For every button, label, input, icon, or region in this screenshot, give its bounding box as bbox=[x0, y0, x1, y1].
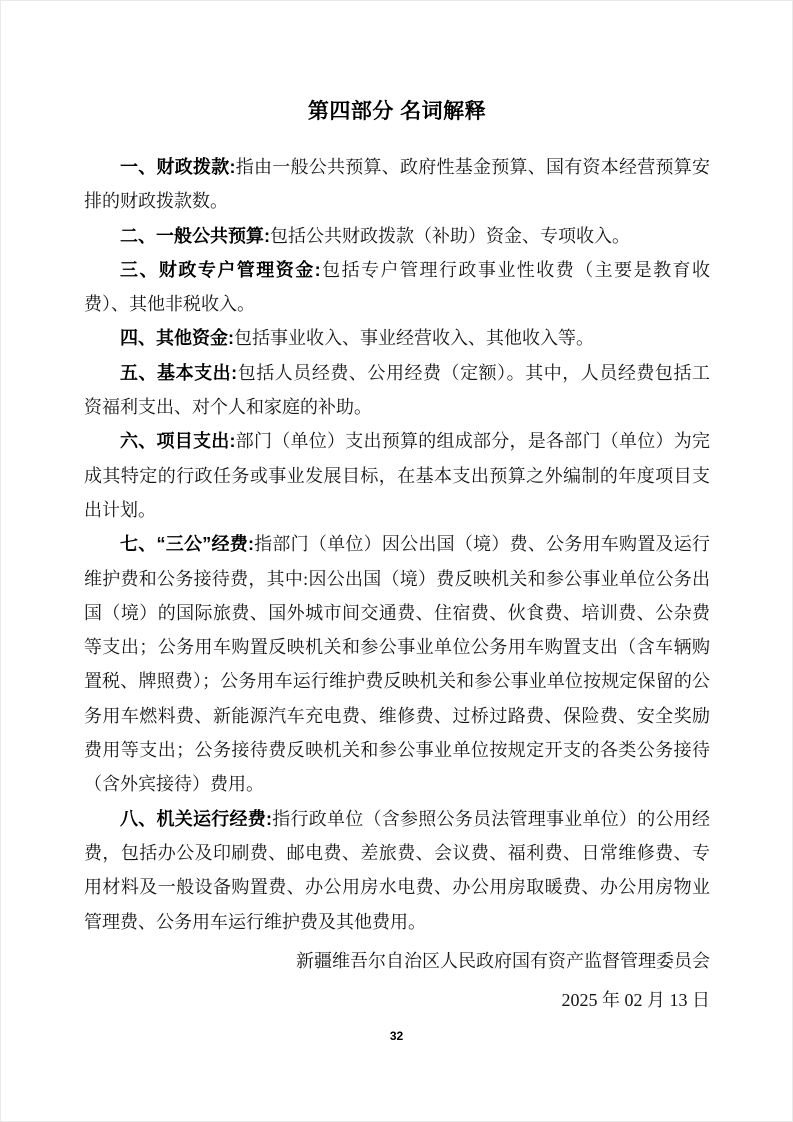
glossary-content bbox=[84, 150, 710, 939]
definition-term: 七、“三公”经费: bbox=[120, 534, 254, 555]
definition-text: 指由一般公共预算、政府性基金预算、国有资本经营预算安排的财政拨款数。 bbox=[84, 157, 710, 212]
definition-item-6 bbox=[84, 424, 710, 527]
page-title: 第四部分 名词解释 bbox=[307, 100, 487, 123]
definition-term: 三、财政专户管理资金: bbox=[120, 259, 321, 280]
definition-text: 包括公共财政拨款（补助）资金、专项收入。 bbox=[270, 225, 630, 246]
definition-term: 二、一般公共预算: bbox=[120, 225, 270, 246]
definition-term: 五、基本支出: bbox=[120, 362, 238, 383]
page-number: 32 bbox=[389, 1029, 404, 1043]
issuing-authority: 新疆维吾尔自治区人民政府国有资产监督管理委员会 bbox=[296, 950, 710, 971]
definition-item-3 bbox=[84, 253, 710, 322]
definition-item-5 bbox=[84, 356, 710, 425]
definition-item-1 bbox=[84, 150, 710, 219]
issue-date: 2025 年 02 月 13 日 bbox=[561, 989, 710, 1010]
definition-item-7 bbox=[84, 527, 710, 801]
definition-item-8 bbox=[84, 802, 710, 939]
definition-term: 一、财政拨款: bbox=[120, 157, 236, 177]
definition-text: 包括人员经费、公用经费（定额）。其中，人员经费包括工资福利支出、对个人和家庭的补助。 bbox=[84, 362, 710, 418]
definition-text: 包括专户管理行政事业性收费（主要是教育收费）、其他非税收入。 bbox=[84, 259, 711, 315]
definition-item-4 bbox=[84, 321, 710, 355]
definition-text: 指行政单位（含参照公务员法管理事业单位）的公用经费，包括办公及印刷费、邮电费、差旅费、会议费、福利费、日常维修费、专用材料及一般设备购置费、办公用房水电费、办公用房取暖费、办公用房物业管理费、公务用车运行维护费及其他费用。 bbox=[84, 808, 710, 932]
definition-text: 部门（单位）支出预算的组成部分，是各部门（单位）为完成其特定的行政任务或事业发展目标，在基本支出预算之外编制的年度项目支出计划。 bbox=[84, 431, 710, 520]
definition-term: 八、机关运行经费: bbox=[120, 808, 272, 829]
definition-item-2 bbox=[84, 219, 710, 253]
closing-block bbox=[84, 942, 710, 1020]
definition-text: 包括事业收入、事业经营收入、其他收入等。 bbox=[234, 328, 594, 349]
definition-term: 四、其他资金: bbox=[120, 328, 234, 349]
definition-term: 六、项目支出: bbox=[120, 431, 236, 452]
definition-text: 指部门（单位）因公出国（境）费、公务用车购置及运行维护费和公务接待费，其中:因公出国（境）费反映机关和参公事业单位公务出国（境）的国际旅费、国外城市间交通费、住宿费、伙食费、培训费、公杂费等支出；公务用车购置反映机关和参公事业单位公务用车购置支出（含车辆购置税、牌照费）；公务用车运行维护费反映机关和参公事业单位按规定保留的公务用车燃料费、新能源汽车充电费、维修费、过桥过路费、保险费、安全奖励费用等支出；公务接待费反映机关和参公事业单位按规定开支的各类公务接待（含外宾接待）费用。 bbox=[84, 534, 710, 795]
